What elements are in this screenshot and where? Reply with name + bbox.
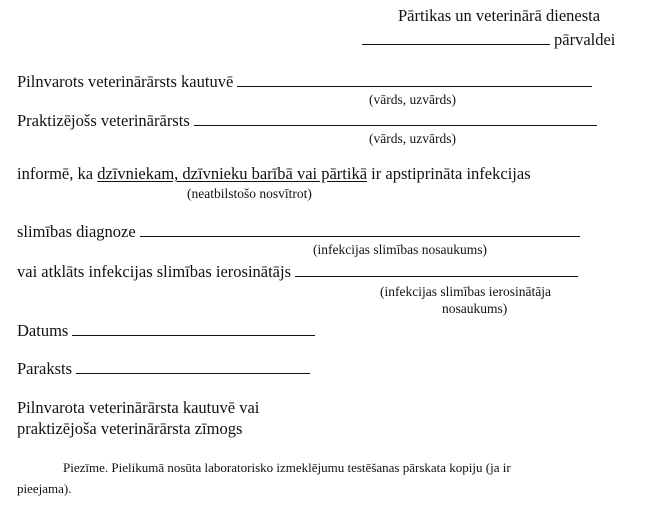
signature-row [17,358,310,379]
agent-blank[interactable] [295,261,578,277]
agent-row [17,261,578,282]
recipient-line-2 [362,29,615,50]
practicing-hint: (vārds, uzvārds) [369,131,456,146]
recipient-text: pārvaldei [554,30,616,49]
note-line-1: Piezīme. Pielikumā nosūta laboratorisko izmeklējumu testēšanas pārskata kopiju (ja ir [63,460,511,475]
vet-hint: (vārds, uzvārds) [369,92,456,107]
recipient-blank[interactable] [362,29,550,45]
date-label: Datums [17,321,69,340]
stamp-line-2: praktizējoša veterinārārsta zīmogs [17,419,243,438]
diagnosis-hint: (infekcijas slimības nosaukums) [313,242,487,257]
signature-blank[interactable] [76,358,310,374]
diagnosis-row [17,221,580,242]
recipient-line-1: Pārtikas un veterinārā dienesta [398,6,601,25]
stamp-line-1: Pilnvarota veterinārārsta kautuvē vai [17,398,260,417]
agent-hint-1: (infekcijas slimības ierosinātāja [380,284,551,299]
inform-hint: (neatbilstošo nosvītrot) [187,186,312,201]
practicing-label: Praktizējošs veterinārārsts [17,111,190,130]
agent-label: vai atklāts infekcijas slimības ierosinātājs [17,262,292,281]
signature-label: Paraksts [17,359,72,378]
date-row [17,320,315,341]
diagnosis-label: slimības diagnoze [17,222,136,241]
practicing-name-blank[interactable] [194,110,597,126]
inform-options[interactable]: dzīvniekam, dzīvnieku barībā vai pārtikā [97,164,368,183]
inform-suffix: ir apstiprināta infekcijas [371,164,531,183]
agent-hint-2: nosaukums) [442,301,508,316]
vet-row [17,71,592,92]
inform-prefix: informē, ka [17,164,94,183]
note-line-2: pieejama). [17,481,72,496]
inform-row [17,164,531,184]
vet-name-blank[interactable] [237,71,592,87]
diagnosis-blank[interactable] [140,221,580,237]
vet-label: Pilnvarots veterinārārsts kautuvē [17,72,234,91]
practicing-row [17,110,597,131]
date-blank[interactable] [72,320,315,336]
